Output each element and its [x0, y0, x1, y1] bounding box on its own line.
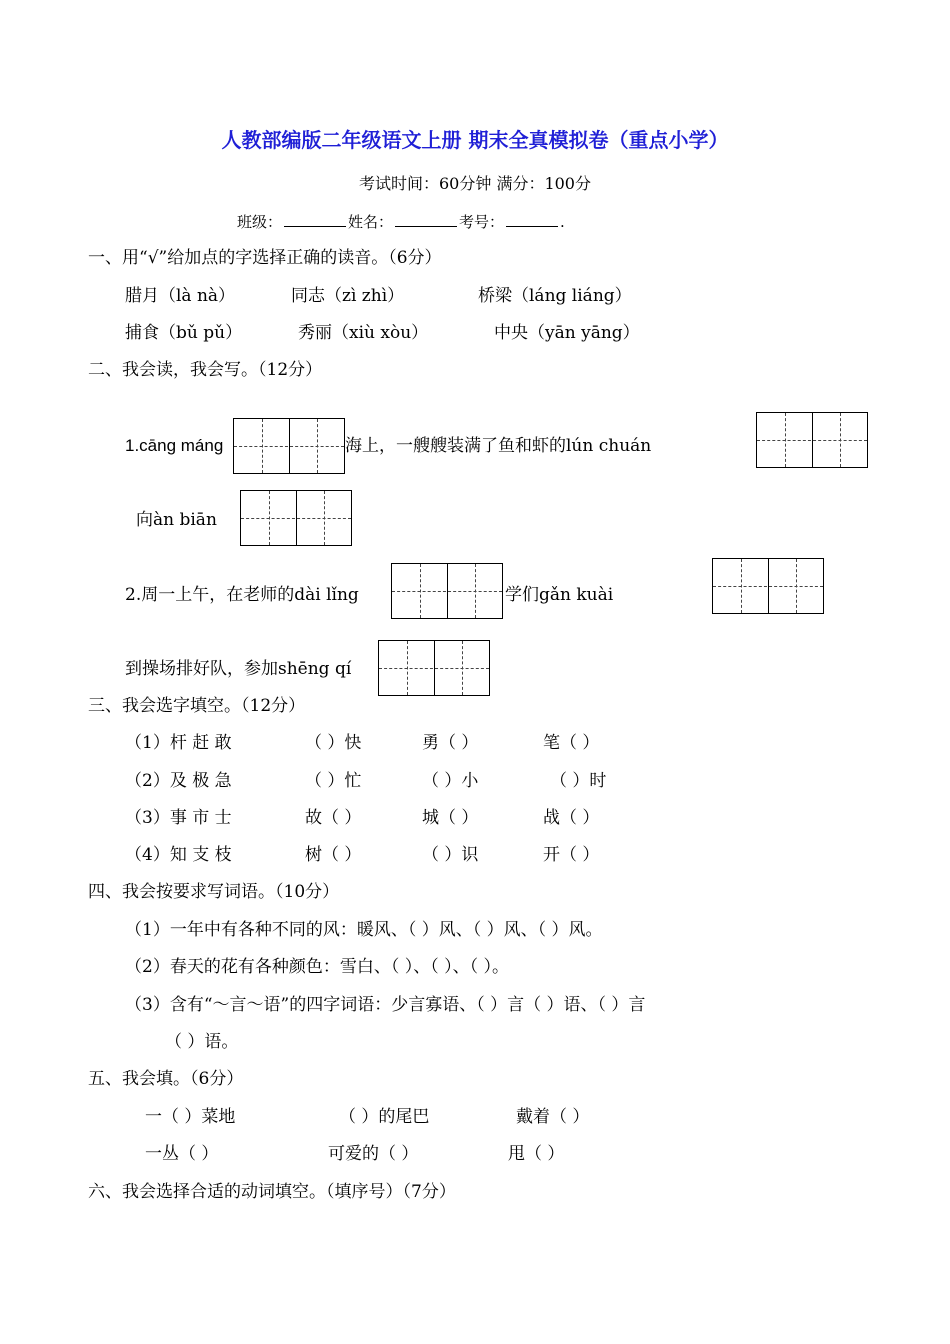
s5-item: 一（ ）菜地 [145, 1107, 236, 1127]
student-fields [237, 211, 565, 233]
s3-chars: （3）事 市 士 [125, 808, 232, 828]
id-label: 考号： [459, 213, 505, 231]
s4-line: （1）一年中有各种不同的风：暖风、（ ）风、（ ）风、（ ）风。 [125, 920, 603, 940]
section-1-heading: 一、用“√”给加点的字选择正确的读音。（6分） [88, 248, 442, 268]
writing-grid[interactable] [378, 640, 490, 696]
s2-q1-part-b: 海上，一艘艘装满了鱼和虾的lún chuán [345, 436, 652, 456]
s3-blank: （ ）时 [550, 771, 607, 791]
s3-chars: （2）及 极 急 [125, 771, 232, 791]
section-6-heading: 六、我会选择合适的动词填空。（填序号）（7分） [88, 1182, 456, 1202]
name-label: 姓名： [348, 213, 394, 231]
section-3-heading: 三、我会选字填空。（12分） [88, 696, 306, 716]
s3-blank: 城（ ） [422, 808, 479, 828]
writing-grid[interactable] [240, 490, 352, 546]
s4-line: （2）春天的花有各种颜色：雪白、（ ）、（ ）、（ ）。 [125, 957, 510, 977]
s3-chars: （1）杆 赶 敢 [125, 733, 232, 753]
section-5-heading: 五、我会填。（6分） [88, 1069, 244, 1089]
writing-grid[interactable] [391, 563, 503, 619]
end-mark: . [560, 213, 565, 231]
s5-item: 一丛（ ） [145, 1144, 219, 1164]
s2-q1-part-a: 1.cāng máng [125, 436, 224, 455]
s1-item: 桥梁（láng liáng） [478, 286, 632, 306]
section-2-heading: 二、我会读，我会写。（12分） [88, 360, 323, 380]
s1-item: 同志（zì zhì） [291, 286, 405, 306]
s2-q1-part-c: 向àn biān [136, 510, 217, 530]
page-title: 人教部编版二年级语文上册 期末全真模拟卷（重点小学） [221, 128, 729, 152]
class-blank[interactable] [284, 212, 346, 227]
s3-blank: 勇（ ） [422, 733, 479, 753]
s1-item: 腊月（là nà） [125, 286, 236, 306]
s2-q2-part-b: 学们gǎn kuài [505, 585, 614, 605]
s1-item: 捕食（bǔ pǔ） [125, 323, 243, 343]
s1-item: 中央（yān yāng） [494, 323, 640, 343]
s4-line: （ ）语。 [165, 1032, 239, 1052]
s5-item: （ ）的尾巴 [339, 1107, 430, 1127]
s3-blank: 战（ ） [543, 808, 600, 828]
writing-grid[interactable] [712, 558, 824, 614]
name-blank[interactable] [395, 212, 457, 227]
s3-blank: 故（ ） [305, 808, 362, 828]
s3-chars: （4）知 支 枝 [125, 845, 232, 865]
writing-grid[interactable] [756, 412, 868, 468]
s3-blank: 开（ ） [543, 845, 600, 865]
s3-blank: 树（ ） [305, 845, 362, 865]
s1-item: 秀丽（xiù xòu） [298, 323, 429, 343]
s5-item: 戴着（ ） [516, 1107, 590, 1127]
s5-item: 甩（ ） [508, 1144, 565, 1164]
class-label: 班级： [237, 213, 283, 231]
s2-q2-part-a: 2.周一上午，在老师的dài lǐng [125, 585, 359, 605]
exam-info: 考试时间：60分钟 满分：100分 [359, 174, 591, 193]
s2-q2-part-c: 到操场排好队，参加shēng qí [125, 659, 352, 679]
s3-blank: （ ）快 [305, 733, 362, 753]
section-4-heading: 四、我会按要求写词语。（10分） [88, 882, 340, 902]
s3-blank: （ ）忙 [305, 771, 362, 791]
s3-blank: （ ）识 [422, 845, 479, 865]
s5-item: 可爱的（ ） [328, 1144, 419, 1164]
id-blank[interactable] [506, 212, 558, 227]
s3-blank: （ ）小 [422, 771, 479, 791]
s3-blank: 笔（ ） [543, 733, 600, 753]
s4-line: （3）含有“～言～语”的四字词语：少言寡语、（ ）言（ ）语、（ ）言 [125, 995, 646, 1015]
writing-grid[interactable] [233, 418, 345, 474]
